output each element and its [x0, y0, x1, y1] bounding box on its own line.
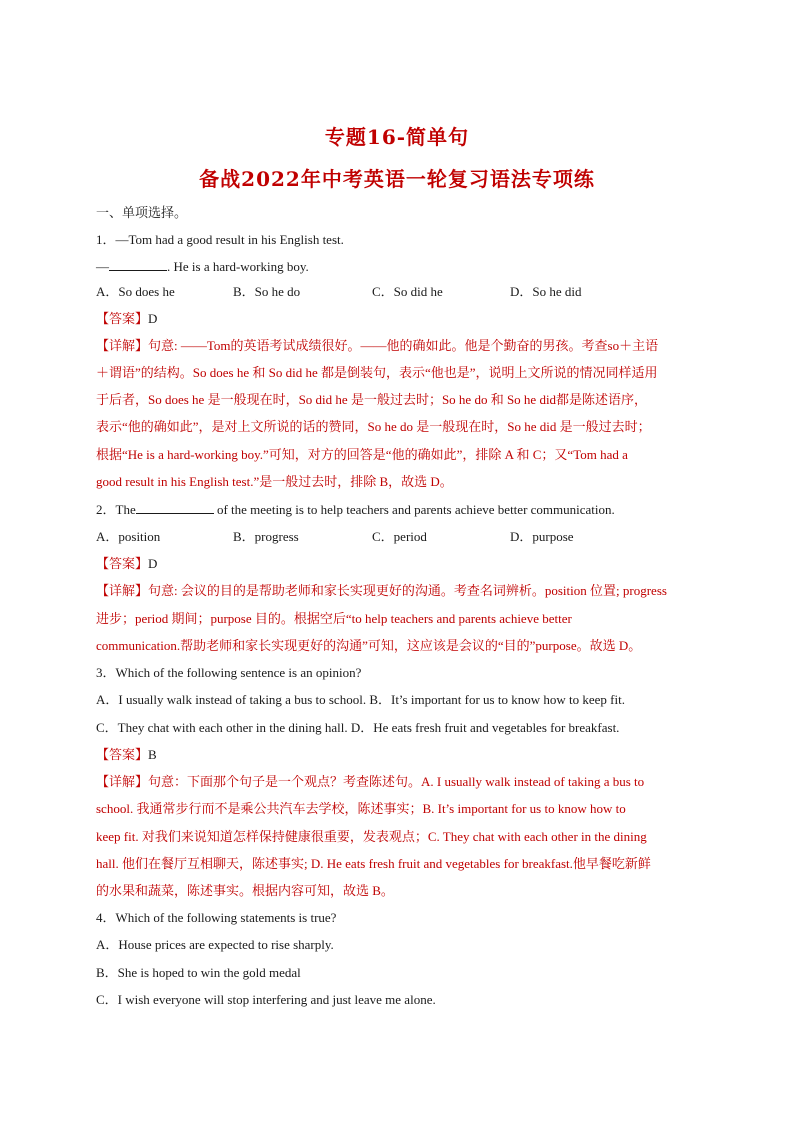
explain-tag: 【详解】	[96, 583, 149, 598]
q4-stem: 4．Which of the following statements is true?	[96, 910, 337, 925]
q3-answer	[96, 746, 716, 763]
q1-option-b: B．So he do	[233, 284, 301, 299]
q3-options-row-2: C．They chat with each other in the dining hall. D．He eats fresh fruit and vegetables for breakfast.	[96, 720, 620, 735]
q4-option-a: A．House prices are expected to rise sharply.	[96, 937, 334, 952]
q1-option-a: A．So does he	[96, 284, 175, 299]
q1-answer	[96, 310, 716, 327]
q1-explanation-line: good result in his English test.”是一般过去时，排除 B，故选 D。	[96, 474, 453, 489]
q4-option-c: C．I wish everyone will stop interfering and just leave me alone.	[96, 992, 436, 1007]
q3-explanation-line	[96, 773, 716, 790]
q2-stem	[96, 501, 716, 518]
explain-tag: 【详解】	[96, 338, 149, 353]
explain-tag: 【详解】	[96, 774, 149, 789]
answer-tag: 【答案】	[96, 747, 149, 762]
q3-answer-value: B	[148, 747, 157, 762]
answer-tag: 【答案】	[96, 556, 149, 571]
section-heading: 一、单项选择。	[96, 205, 188, 220]
q2-option-c: C．period	[372, 529, 427, 544]
q3-explanation-line: 的水果和蔬菜，陈述事实。根据内容可知，故选 B。	[96, 883, 394, 898]
q2-answer-value: D	[148, 556, 158, 571]
q3-options-row-1: A．I usually walk instead of taking a bus to school. B．It’s important for us to know how to keep fit.	[96, 692, 625, 707]
q2-explanation-line: 进步；period 期间；purpose 目的。根据空后“to help teachers and parents achieve better	[96, 611, 572, 626]
q3-explanation-line: school. 我通常步行而不是乘公共汽车去学校，陈述事实；B. It’s important for us to know how to	[96, 801, 626, 816]
answer-tag: 【答案】	[96, 311, 149, 326]
q4-option-b: B．She is hoped to win the gold medal	[96, 965, 301, 980]
q1-reply	[96, 258, 716, 275]
q1-explanation-line: 根据“He is a hard-working boy.”可知，对方的回答是“他的确如此”，排除 A 和 C；又“Tom had a	[96, 447, 628, 462]
q1-reply-suffix: . He is a hard-working boy.	[167, 259, 309, 274]
q3-explanation-line: hall. 他们在餐厅互相聊天，陈述事实; D. He eats fresh fruit and vegetables for breakfast.他早餐吃新鲜	[96, 856, 651, 871]
q1-option-c: C．So did he	[372, 284, 443, 299]
q3-explanation-line: keep fit. 对我们来说知道怎样保持健康很重要，发表观点；C. They chat with each other in the dining	[96, 829, 647, 844]
q1-answer-value: D	[148, 311, 158, 326]
q1-explanation-line: 表示“他的确如此”，是对上文所说的话的赞同，So he do 是一般现在时，So he did 是一般过去时；	[96, 419, 651, 434]
q1-explanation-line: ＋谓语”的结构。So does he 和 So did he 都是倒装句，表示“他也是”，说明上文所说的情况同样适用	[96, 365, 658, 380]
q2-option-b: B．progress	[233, 529, 299, 544]
q2-explanation-line: communication.帮助老师和家长实现更好的沟通”可知，这应该是会议的“目的”purpose。故选 D。	[96, 638, 642, 653]
q1-reply-prefix: —	[96, 259, 109, 274]
page-title: 专题16-简单句	[324, 125, 470, 149]
q1-explanation-line: 于后者，So does he 是一般现在时，So did he 是一般过去时；So he do 和 So he did都是陈述语序，	[96, 392, 648, 407]
q2-option-a: A．position	[96, 529, 161, 544]
q2-option-d: D．purpose	[510, 529, 574, 544]
q3-explanation-text: 句意：下面那个句子是一个观点？考查陈述句。A. I usually walk instead of taking a bus to	[148, 774, 645, 789]
q1-explanation-text: 句意: ——Tom的英语考试成绩很好。——他的确如此。他是个勤奋的男孩。考查so＋主语	[148, 338, 659, 353]
q3-stem: 3．Which of the following sentence is an opinion?	[96, 665, 362, 680]
q2-explanation-text: 句意: 会议的目的是帮助老师和家长实现更好的沟通。考查名词辨析。position 位置; progress	[148, 583, 667, 598]
q2-answer	[96, 555, 716, 572]
page-subtitle: 备战2022年中考英语一轮复习语法专项练	[199, 167, 595, 191]
q1-explanation-line	[96, 337, 716, 354]
q1-blank	[109, 258, 167, 271]
q2-stem-prefix: 2．The	[96, 502, 136, 517]
q1-stem: 1．—Tom had a good result in his English test.	[96, 232, 344, 247]
q2-blank	[136, 501, 214, 514]
q1-option-d: D．So he did	[510, 284, 582, 299]
q2-stem-suffix: of the meeting is to help teachers and parents achieve better communication.	[213, 502, 615, 517]
q2-explanation-line	[96, 582, 716, 599]
